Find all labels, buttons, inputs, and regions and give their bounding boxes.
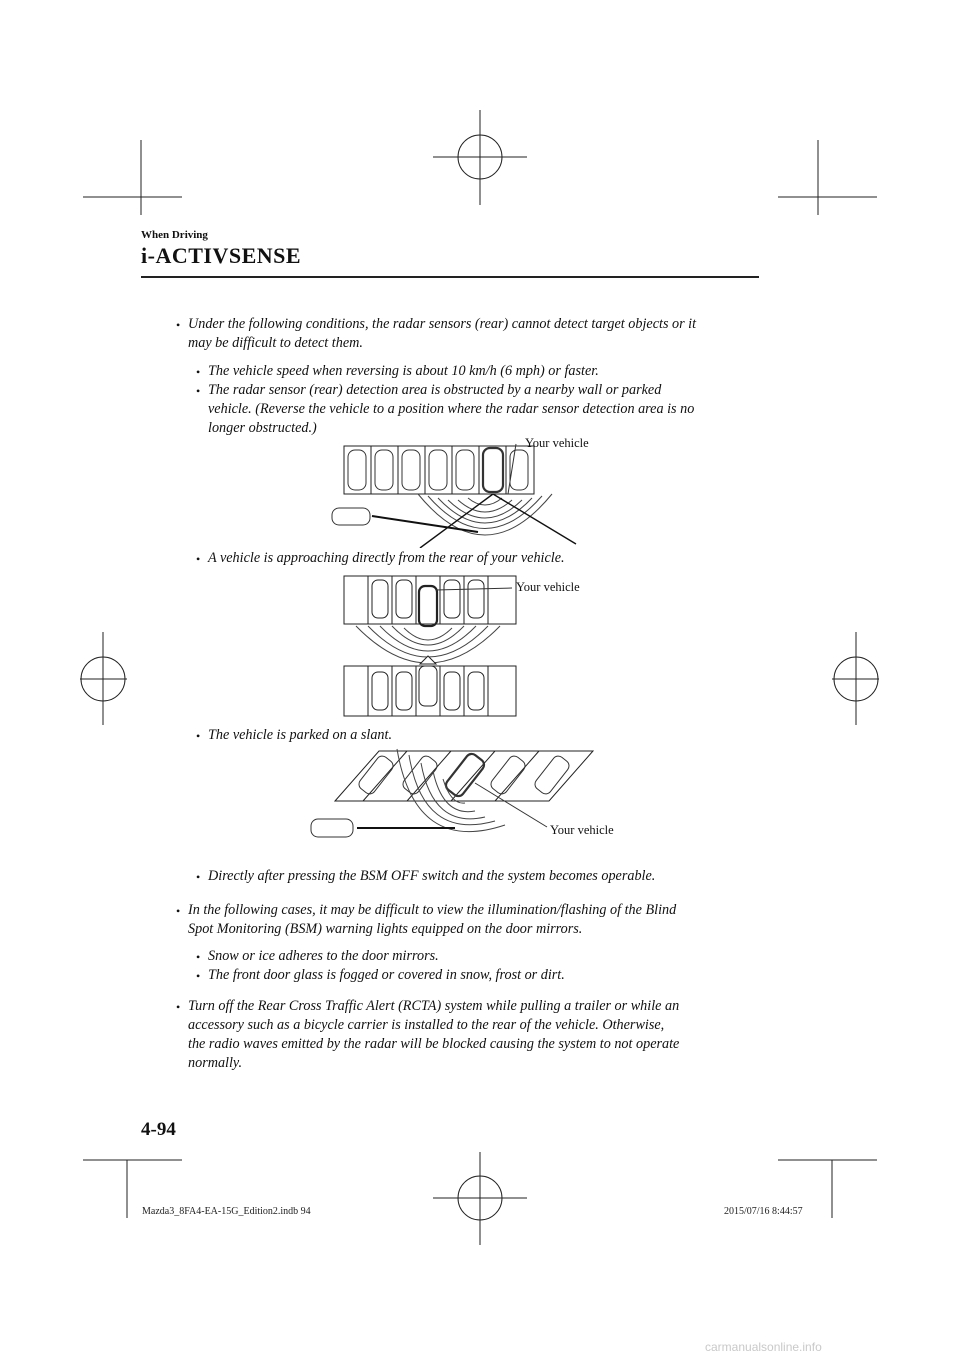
bullet-glyph: • xyxy=(176,904,181,918)
watermark: carmanualsonline.info xyxy=(705,1340,822,1354)
page-number: 4-94 xyxy=(141,1119,176,1140)
body-text: vehicle. (Reverse the vehicle to a position where the radar sensor detection area is no xyxy=(208,401,695,417)
bullet-glyph: • xyxy=(196,729,201,743)
bullet-glyph: • xyxy=(176,318,181,332)
bullet-glyph: • xyxy=(196,365,201,379)
parking-diagram-2 xyxy=(336,570,532,722)
body-text: Turn off the Rear Cross Traffic Alert (RCTA) system while pulling a trailer or while an xyxy=(188,998,680,1014)
bullet-glyph: • xyxy=(196,969,201,983)
bullet-glyph: • xyxy=(196,384,201,398)
body-text: may be difficult to detect them. xyxy=(188,335,363,351)
body-text: The front door glass is fogged or covered in snow, frost or dirt. xyxy=(208,967,565,983)
section-label: When Driving xyxy=(141,229,208,241)
body-text: accessory such as a bicycle carrier is installed to the rear of the vehicle. Otherwise, xyxy=(188,1017,665,1033)
section-title: i-ACTIVSENSE xyxy=(141,243,302,268)
bullet-glyph: • xyxy=(196,870,201,884)
body-text: the radio waves emitted by the radar will be blocked causing the system to not operate xyxy=(188,1036,680,1052)
body-text: The radar sensor (rear) detection area is obstructed by a nearby wall or parked xyxy=(208,382,662,398)
header-rule xyxy=(141,276,759,278)
body-text: In the following cases, it may be difficult to view the illumination/flashing of the Blind xyxy=(188,902,677,918)
parking-diagram-1 xyxy=(320,436,620,548)
body-text: Snow or ice adheres to the door mirrors. xyxy=(208,948,439,964)
body-text: longer obstructed.) xyxy=(208,420,317,436)
body-text: A vehicle is approaching directly from the rear of your vehicle. xyxy=(208,550,565,566)
your-vehicle-label: Your vehicle xyxy=(550,823,614,837)
bullet-glyph: • xyxy=(196,552,201,566)
footer-filename: Mazda3_8FA4-EA-15G_Edition2.indb 94 xyxy=(142,1206,311,1217)
your-vehicle-label: Your vehicle xyxy=(525,436,589,450)
your-vehicle-label: Your vehicle xyxy=(516,580,580,594)
body-text: The vehicle is parked on a slant. xyxy=(208,727,393,743)
body-text: Under the following conditions, the radar sensors (rear) cannot detect target objects or it xyxy=(188,316,697,332)
bullet-glyph: • xyxy=(176,1000,181,1014)
bullet-glyph: • xyxy=(196,950,201,964)
body-text: Spot Monitoring (BSM) warning lights equipped on the door mirrors. xyxy=(188,921,583,937)
body-text: The vehicle speed when reversing is about 10 km/h (6 mph) or faster. xyxy=(208,363,599,379)
body-text: normally. xyxy=(188,1055,242,1071)
footer-timestamp: 2015/07/16 8:44:57 xyxy=(724,1206,803,1217)
body-text: Directly after pressing the BSM OFF switch and the system becomes operable. xyxy=(208,868,656,884)
